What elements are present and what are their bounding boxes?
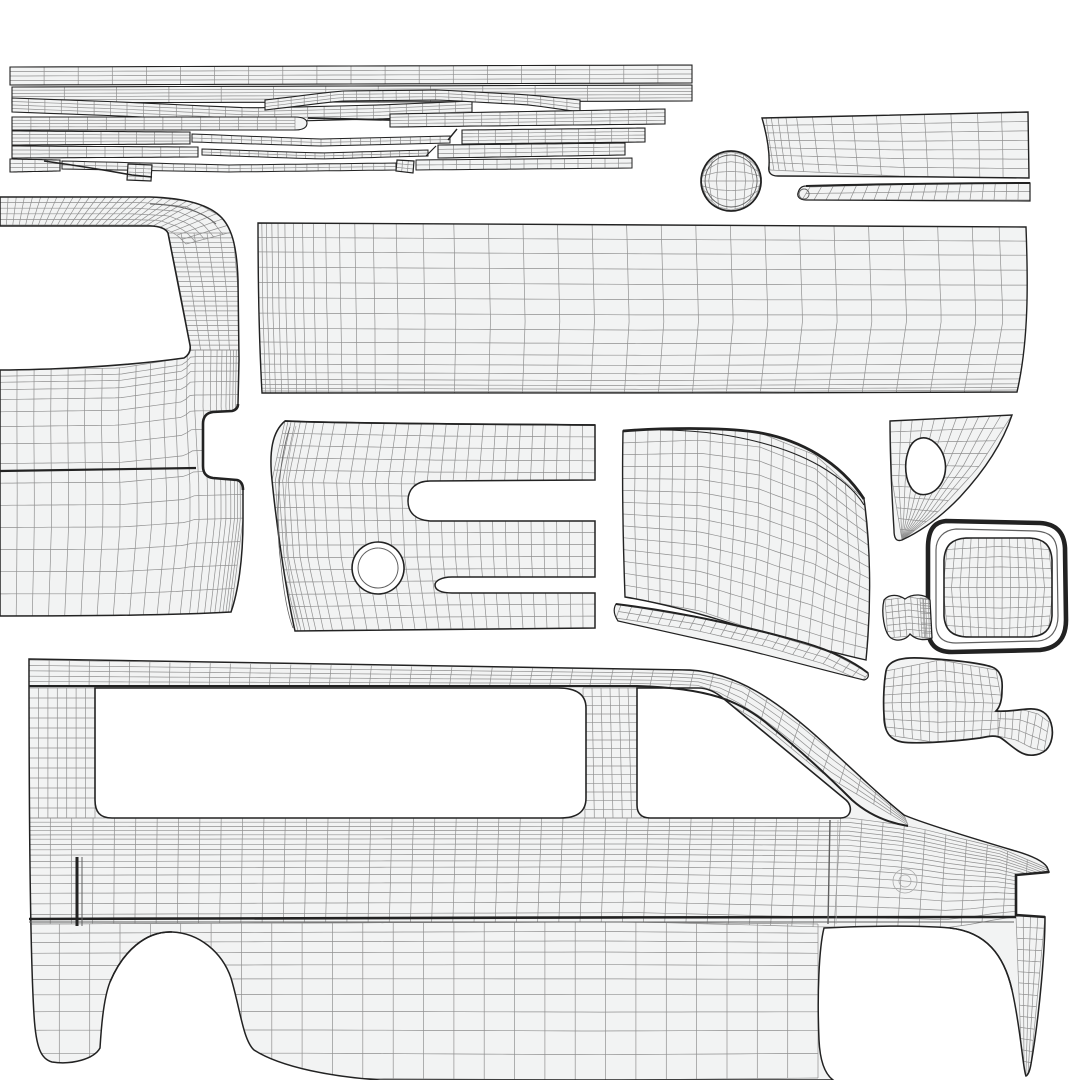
trim-strip-7-right — [462, 128, 645, 144]
mirror-arm-bracket — [883, 595, 932, 640]
trim-clip-block — [127, 164, 152, 181]
tailgate-frame-panel — [0, 197, 243, 616]
fuel-cap-disc — [701, 151, 761, 211]
trim-strip-1 — [10, 65, 692, 85]
trim-strip-8-right — [438, 143, 625, 158]
tailgate-frame-panel-cutout-1 — [0, 226, 190, 370]
front-bumper-panel-cutout-1 — [352, 542, 404, 594]
trim-strip-8-left — [12, 146, 198, 158]
roof-panel — [258, 223, 1030, 394]
trim-strip-9-right — [416, 158, 632, 170]
mirror-glass-panel — [943, 536, 1053, 639]
side-step-panel — [762, 112, 1029, 178]
trim-strip-1-grid — [10, 65, 692, 85]
van-side-body-panel-cutout-1 — [95, 688, 586, 818]
sill-tube-strip — [798, 183, 1030, 201]
trim-strip-6 — [12, 117, 307, 130]
front-bumper-panel-fill — [271, 421, 595, 631]
front-bumper-panel — [271, 421, 595, 631]
trim-strip-7-left — [12, 131, 190, 145]
trim-clip-notch — [396, 160, 414, 173]
trim-strip-9-left — [10, 159, 60, 172]
